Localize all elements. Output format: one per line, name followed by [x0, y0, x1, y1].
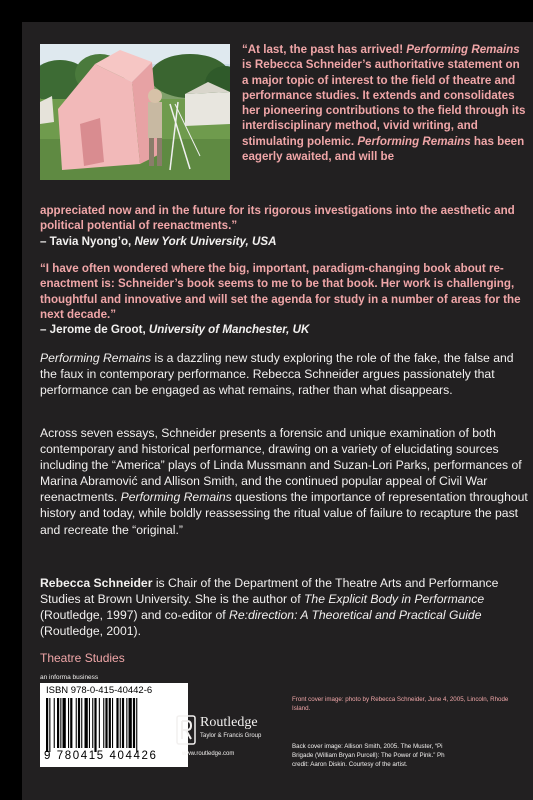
barcode-bar — [126, 698, 127, 748]
barcode-bar — [57, 698, 59, 748]
back-cover-credit — [292, 742, 528, 769]
attribution-name: – Jerome de Groot, — [40, 323, 149, 337]
barcode-bar — [103, 698, 104, 748]
endorsement-quote-2 — [40, 261, 528, 337]
barcode-bar — [76, 698, 77, 748]
barcode-bar — [63, 698, 66, 748]
blurb-paragraph-2 — [40, 425, 528, 538]
attribution-affiliation: University of Manchester, UK — [148, 323, 310, 337]
italic-title: Performing Remains — [120, 490, 232, 505]
barcode-bar — [99, 698, 100, 748]
pink-tent-photo — [40, 44, 230, 180]
attribution-affiliation: New York University, USA — [134, 234, 277, 248]
routledge-r-icon — [176, 715, 196, 745]
barcode-digits: 9 780415 404426 — [44, 750, 158, 762]
quote-1-text-end: appreciated now and in the future for its rigorous investigations into the aesthetic and political potential of reenactments.” — [40, 204, 515, 233]
barcode-bars — [46, 698, 182, 752]
barcode — [40, 683, 188, 767]
barcode-bar — [94, 698, 96, 752]
publisher-logo — [176, 715, 286, 765]
barcode-bar — [46, 698, 48, 752]
barcode-bar — [89, 698, 90, 748]
subject-category: Theatre Studies — [40, 651, 125, 665]
publisher-url: www.routledge.com — [182, 751, 235, 757]
barcode-bar — [116, 698, 118, 748]
text-run: is Rebecca Schneider’s authoritative statement on a major topic of interest to the field of theatre and performance studies. It extends and consolidates her pioneering contributions to the field through its interdisciplinary method, vivid writing, and stimulating polemic. — [242, 58, 526, 148]
publisher-group: Taylor & Francis Group — [200, 733, 262, 739]
quote-2-text: “I have often wondered where the big, important, paradigm-changing book about re-enactment is: Schneider’s book seems to me to be that book. Her work is challenging, thoughtful and innovative and will set the agenda for study in a number of areas for the next decade.” — [40, 262, 521, 321]
text-run: has been eagerly awaited, and will be — [242, 134, 525, 164]
barcode-bar — [68, 698, 69, 748]
text-run: is Chair of the Department of the Theatre Arts and Performance Studies at Brown University. She is the author of — [40, 576, 499, 607]
barcode-bar — [136, 698, 137, 752]
barcode-bar — [92, 698, 93, 748]
back-cover — [22, 22, 533, 800]
barcode-bar — [112, 698, 113, 748]
text-run: (Routledge, 1997) and co-editor of — [40, 608, 230, 623]
attribution-name: – Tavia Nyong’o, — [40, 234, 135, 248]
barcode-bar — [133, 698, 135, 748]
barcode-bar — [49, 698, 50, 752]
informa-business-label: an informa business — [40, 674, 99, 681]
italic-title: Performing Remains — [357, 134, 471, 148]
barcode-bar — [105, 698, 107, 748]
publisher-name: Routledge — [200, 715, 258, 730]
quote-1-attribution — [40, 234, 528, 249]
credit-line: Brigade (William Bryan Purcell): The Power of Pink.” Ph — [292, 752, 445, 759]
credit-line: Back cover image: Allison Smith, 2005. The Muster, “Pi — [292, 743, 443, 750]
quote-2-attribution — [40, 322, 528, 337]
barcode-bar — [85, 698, 88, 748]
barcode-bar — [60, 698, 61, 748]
credit-line: credit: Aaron Diskin. Courtesy of the artist. — [292, 761, 408, 768]
barcode-bar — [120, 698, 121, 748]
barcode-bar — [78, 698, 80, 748]
barcode-bar — [54, 698, 55, 748]
text-run: Across seven essays, Schneider presents a forensic and unique examination of both contemporary and historical performance, drawing on a variety of elucidating sources including the “America” plays of Linda Mussmann and Suzan-Lori Parks, performances of Marina Abramović and Allison Smith, and the continued popular appeal of Civil War reenactments. — [40, 426, 522, 505]
front-cover-credit: Front cover image: photo by Rebecca Schneider, June 4, 2005, Lincoln, Rhode Island. — [292, 696, 509, 712]
blurb-paragraph-1 — [40, 350, 528, 398]
endorsement-quote-1-continued — [40, 203, 528, 249]
barcode-bar — [129, 698, 132, 748]
text-run: is a dazzling new study exploring the role of the fake, the false and the faux in contemporary performance. Rebecca Schneider argues passionately that performance can be engaged as what remains, rather than what disappears. — [40, 351, 514, 398]
barcode-bar — [109, 698, 111, 748]
isbn-label: ISBN 978-0-415-40442-6 — [46, 685, 153, 696]
endorsement-quote-1 — [242, 42, 528, 164]
author-bio — [40, 575, 528, 639]
italic-title: The Explicit Body in Performance — [303, 592, 485, 607]
italic-title: Performing Remains — [40, 351, 152, 365]
author-name: Rebecca Schneider — [40, 576, 153, 590]
text-run: questions the importance of representation throughout history and today, while boldly reassessing the ritual value of failure to recapture the past and recreate the “original.” — [40, 490, 528, 537]
text-run: “At last, the past has arrived! — [242, 43, 407, 56]
cover-photo — [40, 44, 230, 180]
barcode-bar — [70, 698, 72, 748]
text-run: (Routledge, 2001). — [40, 624, 141, 639]
barcode-bar — [122, 698, 124, 748]
italic-title: Re:direction: A Theoretical and Practical Guide — [229, 608, 482, 623]
barcode-bar — [81, 698, 82, 748]
italic-title: Performing Remains — [406, 43, 520, 56]
